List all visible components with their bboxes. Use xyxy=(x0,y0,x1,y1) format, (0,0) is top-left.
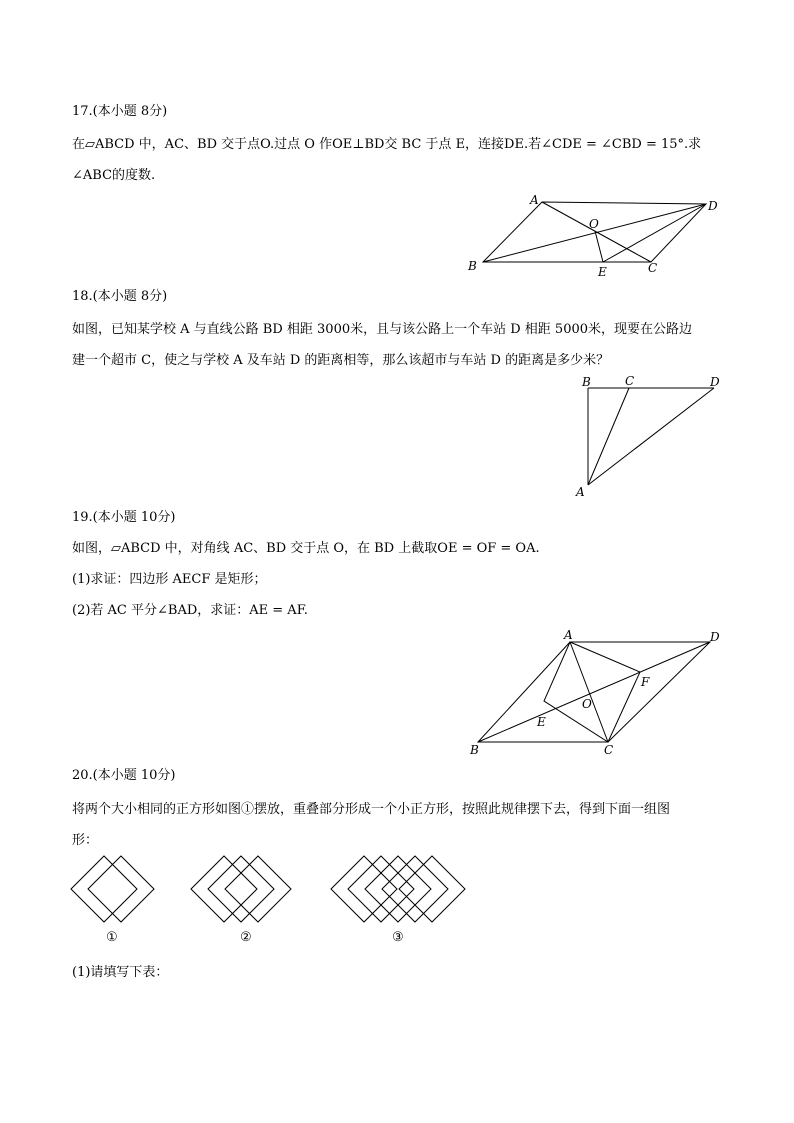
q17-label-e: E xyxy=(598,265,607,279)
q17-label-a: A xyxy=(530,193,539,207)
q20-squares-figure-1 xyxy=(70,855,156,925)
q20-text-line1: 将两个大小相同的正方形如图①摆放，重叠部分形成一个小正方形，按照此规律摆下去，得到下面一组图 xyxy=(72,802,671,817)
q19-label-a: A xyxy=(564,628,573,642)
q17-text-line1: 在▱ABCD 中，AC、BD 交于点O.过点 O 作OE⊥BD交 BC 于点 E，连接DE.若∠CDE = ∠CBD = 15°.求 xyxy=(72,137,702,152)
q20-text-line2: 形： xyxy=(72,833,99,848)
q19-part2: (2)若 AC 平分∠BAD，求证：AE = AF. xyxy=(72,603,308,618)
q19-label-e: E xyxy=(537,715,546,729)
q17-parallelogram-figure xyxy=(460,190,730,280)
q20-caption-1: ① xyxy=(106,930,118,945)
q20-part1: (1)请填写下表： xyxy=(72,965,169,980)
q18-label-d: D xyxy=(710,375,720,389)
q19-label-d: D xyxy=(710,630,720,644)
q20-squares-figure-2 xyxy=(190,855,305,925)
q18-text-line1: 如图，已知某学校 A 与直线公路 BD 相距 3000米，且与该公路上一个车站 D 相距 5000米，现要在公路边 xyxy=(72,322,693,337)
q19-label-f: F xyxy=(641,675,650,689)
q20-caption-3: ③ xyxy=(392,930,404,945)
q17-label-b: B xyxy=(468,259,477,273)
q17-label-o: O xyxy=(589,217,599,231)
q18-triangle-figure xyxy=(570,370,730,500)
q19-label-c: C xyxy=(604,743,614,757)
q18-text-line2: 建一个超市 C，使之与学校 A 及车站 D 的距离相等，那么该超市与车站 D 的距离是多少米？ xyxy=(72,353,610,368)
q18-header: 18.(本小题 8分) xyxy=(72,289,168,304)
q19-text-line1: 如图，▱ABCD 中，对角线 AC、BD 交于点 O，在 BD 上截取OE = OF = OA. xyxy=(72,541,540,556)
q19-label-b: B xyxy=(470,743,479,757)
q18-label-c: C xyxy=(625,374,635,388)
q19-header: 19.(本小题 10分) xyxy=(72,510,176,525)
q19-parallelogram-figure xyxy=(460,625,730,760)
q17-text-line2: ∠ABC的度数. xyxy=(72,168,156,183)
q17-label-c: C xyxy=(648,261,658,275)
q17-label-d: D xyxy=(708,199,718,213)
q17-header: 17.(本小题 8分) xyxy=(72,104,168,119)
q19-label-o: O xyxy=(582,697,592,711)
q19-part1: (1)求证：四边形 AECF 是矩形； xyxy=(72,572,267,587)
q18-label-a: A xyxy=(576,485,585,499)
q20-header: 20.(本小题 10分) xyxy=(72,768,176,783)
q20-squares-figure-3 xyxy=(330,855,470,925)
q20-caption-2: ② xyxy=(240,930,252,945)
q18-label-b: B xyxy=(582,375,591,389)
